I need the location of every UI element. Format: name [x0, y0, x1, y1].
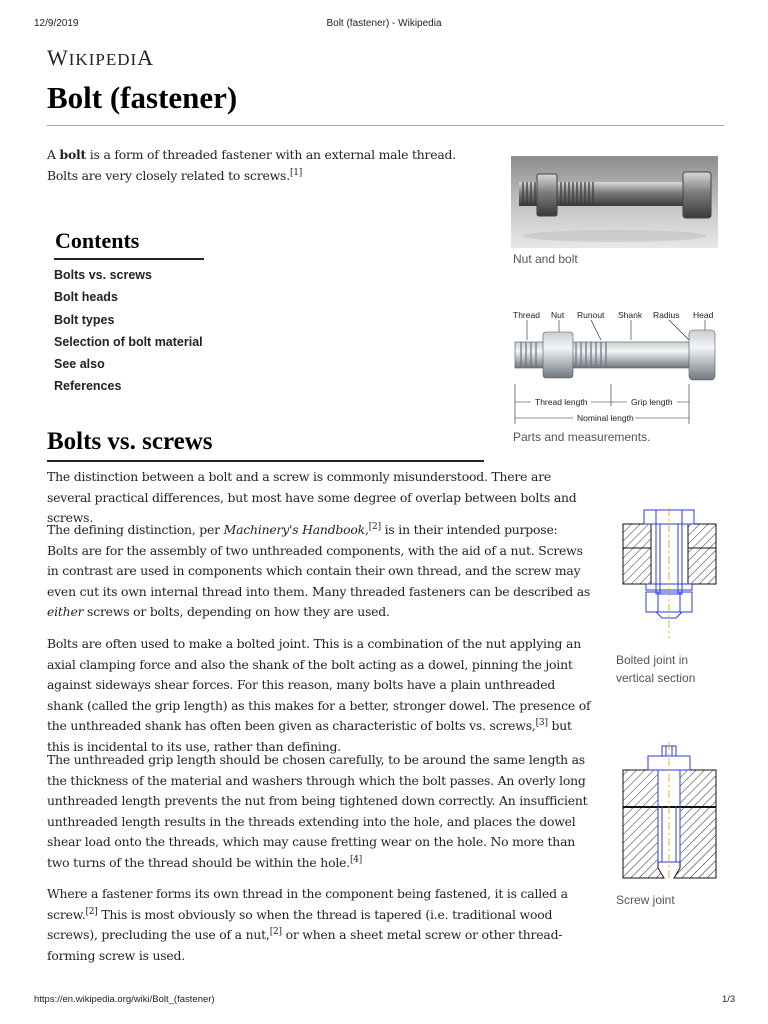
title-rule	[47, 125, 724, 126]
paragraph-5: Where a fastener forms its own thread in the component being fastened, it is called a screw.[2] This is most obviously so when the thread is tapered (i.e. traditional wood screws), precluding the use of a nut,[2] or when a sheet metal screw or other thread-forming screw is used.	[47, 886, 568, 963]
print-page-number: 1/3	[722, 994, 736, 1005]
print-url: https://en.wikipedia.org/wiki/Bolt_(fastener)	[34, 994, 215, 1005]
label-runout: Runout	[577, 310, 605, 320]
citation-link[interactable]: [2]	[85, 906, 98, 917]
paragraph-3: Bolts are often used to make a bolted joint. This is a combination of the nut applying an axial clamping force and also the shank of the bolt acting as a dowel, pinning the joint against sideways shear forces. For this reason, many bolts have a plain unthreaded shank (called the grip length) as this makes for a better, stronger dowel. The presence of the unthreaded shank has often been given as characteristic of bolts vs. screws,[3] but this is incidental to its use, rather than defining.	[47, 636, 591, 754]
nut-and-bolt-photo[interactable]	[511, 156, 718, 248]
photo-caption: Nut and bolt	[513, 252, 578, 266]
toc-item-bolt-heads[interactable]: Bolt heads	[54, 290, 118, 305]
citation-link[interactable]: [1]	[289, 167, 303, 178]
section-rule	[47, 460, 484, 462]
label-nut: Nut	[551, 310, 565, 320]
citation-link[interactable]: [2]	[368, 521, 381, 532]
toc-rule	[54, 258, 204, 260]
bolted-joint-diagram[interactable]	[622, 508, 717, 640]
label-thread: Thread	[513, 310, 540, 320]
toc-item-selection-of-bolt-material[interactable]: Selection of bolt material	[54, 334, 203, 349]
screw-joint-caption: Screw joint	[616, 893, 675, 907]
print-date: 12/9/2019	[34, 18, 79, 29]
page-title: Bolt (fastener)	[47, 80, 238, 115]
bolted-joint-caption: Bolted joint in vertical section	[616, 653, 696, 685]
screw-joint-diagram[interactable]	[622, 742, 717, 880]
label-grip-length: Grip length	[631, 397, 673, 407]
toc-item-bolt-types[interactable]: Bolt types	[54, 312, 115, 327]
label-thread-length: Thread length	[535, 397, 588, 407]
paragraph-4: The unthreaded grip length should be chosen carefully, to be around the same length as the thickness of the material and washers through which the bolt passes. An overly long unthreaded length prevents the nut from being tightened down correctly. An insufficient unthreaded length results in the threads extending into the hole, and places the dowel shear load onto the threads, which may cause fretting wear on the hole. No more than two turns of the thread should be within the hole.[4]	[47, 752, 588, 870]
print-title: Bolt (fastener) - Wikipedia	[326, 18, 442, 29]
table-of-contents	[54, 266, 203, 400]
toc-item-see-also[interactable]: See also	[54, 357, 105, 372]
label-head: Head	[693, 310, 714, 320]
label-nominal-length: Nominal length	[577, 413, 634, 423]
citation-link[interactable]: [2]	[269, 927, 282, 938]
section-heading: Bolts vs. screws	[47, 428, 213, 455]
label-shank: Shank	[618, 310, 643, 320]
wikipedia-logo[interactable]: WIKIPEDIA	[47, 45, 155, 70]
diagram-caption: Parts and measurements.	[513, 430, 651, 444]
citation-link[interactable]: [4]	[349, 854, 363, 865]
paragraph-2: The defining distinction, per Machinery's Handbook,[2] is in their intended purpose: Bolts are for the assembly of two unthreaded components, with the aid of a nut. Screws in contrast are used in components which contain their own thread, and the screw may even cut its own internal thread into them. Many threaded fasteners can be described as either screws or bolts, depending on how they are used.	[47, 521, 591, 620]
intro-paragraph: A bolt is a form of threaded fastener with an external male thread. Bolts are very closely related to screws.[1]	[47, 147, 457, 183]
toc-title: Contents	[55, 228, 140, 253]
bolt-parts-diagram[interactable]	[511, 306, 721, 428]
citation-link[interactable]: [3]	[535, 718, 548, 729]
toc-item-bolts-vs-screws[interactable]: Bolts vs. screws	[54, 268, 152, 282]
toc-item-references[interactable]: References	[54, 379, 122, 394]
paragraph-1: The distinction between a bolt and a screw is commonly misunderstood. There are several practical differences, but most have some degree of overlap between bolts and screws.	[47, 469, 577, 526]
label-radius: Radius	[653, 310, 680, 320]
